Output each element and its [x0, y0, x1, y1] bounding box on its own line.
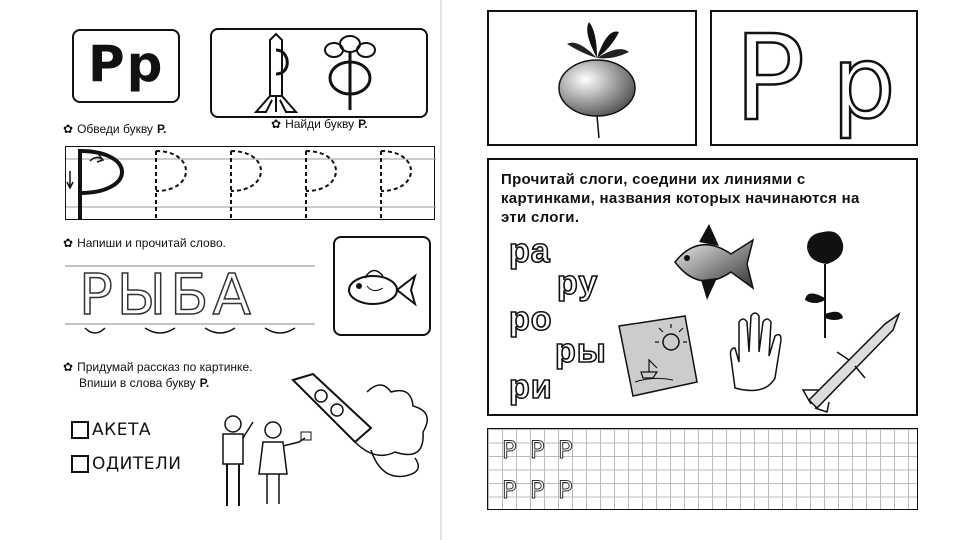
radish-box	[487, 10, 697, 146]
word-checkbox-2[interactable]	[71, 455, 89, 473]
instruction-find	[271, 117, 368, 131]
syllable-ro[interactable]: ро	[509, 300, 553, 338]
task-text-line1: Прочитай слоги, соедини их линиями с	[501, 171, 806, 188]
syllable-task-box	[487, 158, 918, 416]
word-checkbox-1[interactable]	[71, 421, 89, 439]
trace-word-text: РЫБА	[79, 263, 255, 328]
grid-letter: Р	[502, 436, 517, 464]
big-upper-letter: Р	[734, 9, 806, 147]
task-text-line2: картинками, названия которых начинаются на	[501, 190, 860, 207]
task-text-line3: эти слоги.	[501, 209, 580, 226]
rocket-icon	[250, 34, 310, 114]
hand-icon[interactable]	[721, 308, 791, 398]
letter-card-text: Рр	[88, 35, 165, 93]
flower-icon: ✿	[63, 122, 74, 136]
missile-icon[interactable]	[799, 304, 909, 414]
find-letter-box	[210, 28, 428, 118]
instruction-story-text2: Впиши в слова букву	[79, 376, 196, 390]
instruction-story-line1	[63, 360, 252, 374]
fish-box	[333, 236, 431, 336]
syllable-ru[interactable]: ру	[557, 264, 599, 302]
flower-icon: ✿	[63, 360, 74, 374]
instruction-trace	[63, 122, 166, 136]
fish-icon[interactable]	[669, 222, 759, 302]
instruction-find-text: Найди букву	[285, 117, 355, 131]
instruction-find-letter: Р.	[358, 117, 368, 131]
fish-icon	[343, 260, 423, 320]
flower-icon: ✿	[271, 117, 282, 131]
writing-grid[interactable]	[487, 428, 918, 510]
grid-letter: Р	[558, 476, 573, 504]
drawing-icon[interactable]	[613, 312, 703, 402]
trace-letters	[66, 147, 436, 221]
instruction-story-text1: Придумай рассказ по картинке.	[77, 360, 253, 374]
word-raketa: АКЕТА	[92, 420, 151, 440]
grid-letter: Р	[530, 436, 545, 464]
page-divider	[440, 0, 442, 540]
grid-letter: Р	[530, 476, 545, 504]
syllable-ri[interactable]: ри	[509, 368, 553, 406]
instruction-story-letter: Р.	[199, 376, 210, 390]
flower-icon: ✿	[63, 236, 74, 250]
radish-icon	[547, 18, 647, 138]
grid-letter: Р	[502, 476, 517, 504]
big-lower-letter: р	[832, 24, 896, 141]
left-page	[55, 0, 440, 540]
instruction-write-text: Напиши и прочитай слово.	[77, 236, 226, 250]
trace-strip	[65, 146, 435, 220]
rocket-cloud-icon	[285, 372, 435, 492]
instruction-write	[63, 236, 226, 250]
syllable-ry[interactable]: ры	[555, 332, 607, 370]
letter-card	[72, 29, 180, 103]
letter-f-flower-icon	[312, 34, 392, 114]
grid-letter: Р	[558, 436, 573, 464]
big-letter-box	[710, 10, 918, 146]
instruction-trace-text: Обведи букву	[77, 122, 153, 136]
instruction-story-line2	[79, 376, 209, 390]
right-page	[480, 0, 920, 540]
syllable-ra[interactable]: ра	[509, 232, 551, 270]
word-roditeli: ОДИТЕЛИ	[92, 454, 182, 474]
instruction-trace-letter: Р.	[156, 122, 167, 136]
trace-word-area	[65, 258, 315, 338]
